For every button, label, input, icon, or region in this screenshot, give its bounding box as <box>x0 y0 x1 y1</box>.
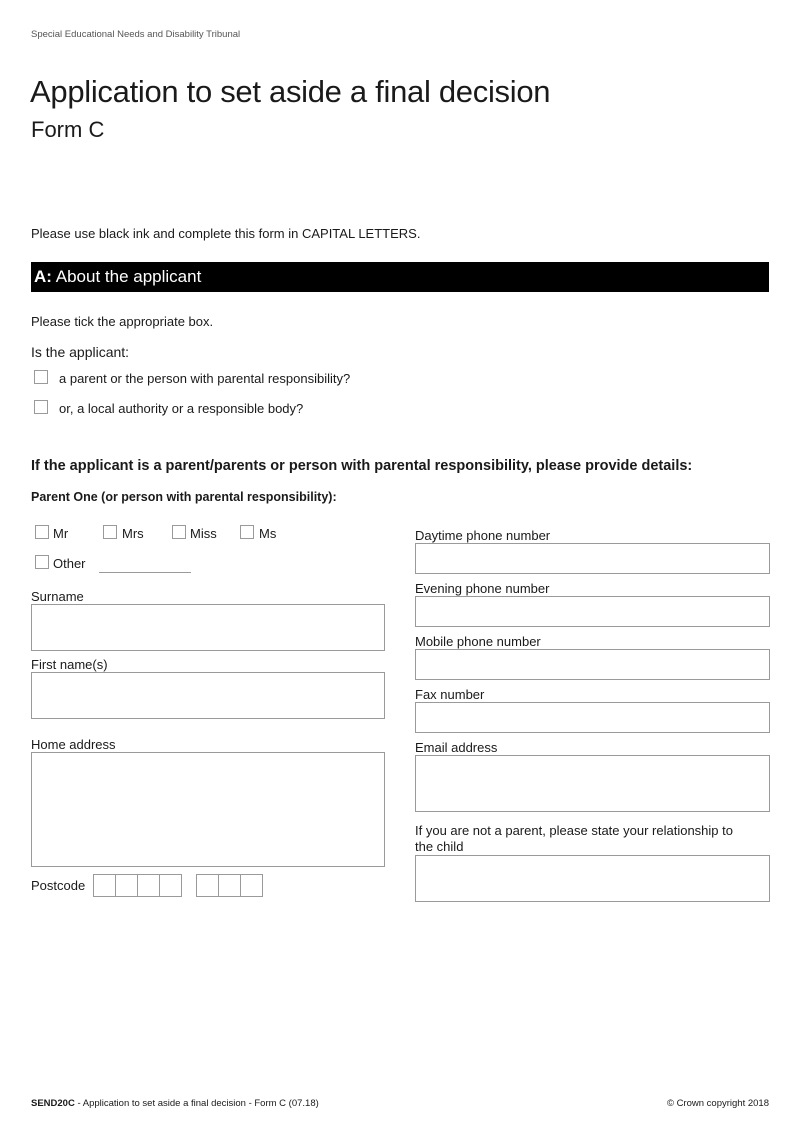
title-miss-checkbox[interactable] <box>172 525 186 539</box>
surname-label: Surname <box>31 589 84 604</box>
fax-input[interactable] <box>415 702 770 733</box>
relationship-input[interactable] <box>415 855 770 902</box>
postcode-cell[interactable] <box>218 874 241 897</box>
title-other-label: Other <box>53 556 86 571</box>
title-other-input[interactable] <box>99 556 191 573</box>
title-mr-label: Mr <box>53 526 69 541</box>
section-heading: About the applicant <box>55 267 202 286</box>
daytime-phone-input[interactable] <box>415 543 770 574</box>
surname-input[interactable] <box>31 604 385 651</box>
postcode-cell[interactable] <box>137 874 160 897</box>
local-authority-option-checkbox[interactable] <box>34 400 48 414</box>
title-miss-label: Miss <box>190 526 217 541</box>
mobile-phone-label: Mobile phone number <box>415 634 541 649</box>
title-mrs-checkbox[interactable] <box>103 525 117 539</box>
fax-label: Fax number <box>415 687 485 702</box>
first-name-label: First name(s) <box>31 657 108 672</box>
postcode-cell[interactable] <box>196 874 219 897</box>
email-input[interactable] <box>415 755 770 812</box>
title-other-checkbox[interactable] <box>35 555 49 569</box>
footer-copyright: © Crown copyright 2018 <box>666 1098 769 1109</box>
section-a-header <box>31 262 769 292</box>
home-address-input[interactable] <box>31 752 385 867</box>
local-authority-option-label: or, a local authority or a responsible body? <box>59 401 304 416</box>
evening-phone-label: Evening phone number <box>415 581 550 596</box>
footer-form-description: - Application to set aside a final decision - Form C (07.18) <box>74 1098 319 1109</box>
parent-option-checkbox[interactable] <box>34 370 48 384</box>
parent-one-heading: Parent One (or person with parental responsibility): <box>31 490 337 504</box>
form-instruction: Please use black ink and complete this form in CAPITAL LETTERS. <box>31 226 421 241</box>
title-ms-label: Ms <box>259 526 277 541</box>
postcode-cell[interactable] <box>93 874 116 897</box>
organisation-name: Special Educational Needs and Disability Tribunal <box>31 29 241 40</box>
form-title: Application to set aside a final decision <box>30 74 551 109</box>
title-mrs-label: Mrs <box>122 526 144 541</box>
first-name-input[interactable] <box>31 672 385 719</box>
email-label: Email address <box>415 740 498 755</box>
parent-option-label: a parent or the person with parental responsibility? <box>59 371 351 386</box>
daytime-phone-label: Daytime phone number <box>415 528 551 543</box>
tick-note: Please tick the appropriate box. <box>31 314 214 329</box>
form-subtitle: Form C <box>31 117 105 142</box>
details-heading: If the applicant is a parent/parents or person with parental responsibility, please provide details: <box>31 458 693 474</box>
postcode-cell[interactable] <box>240 874 263 897</box>
postcode-cell[interactable] <box>159 874 182 897</box>
footer-form-reference <box>31 1098 319 1109</box>
title-ms-checkbox[interactable] <box>240 525 254 539</box>
relationship-label: If you are not a parent, please state your relationship to the child <box>415 823 733 854</box>
title-mr-checkbox[interactable] <box>35 525 49 539</box>
postcode-second-half <box>196 874 263 897</box>
footer-form-code: SEND20C <box>31 1098 75 1109</box>
home-address-label: Home address <box>31 737 116 752</box>
evening-phone-input[interactable] <box>415 596 770 627</box>
section-letter: A: <box>34 267 52 286</box>
postcode-label: Postcode <box>31 878 86 893</box>
mobile-phone-input[interactable] <box>415 649 770 680</box>
applicant-question: Is the applicant: <box>31 344 130 360</box>
postcode-first-half <box>93 874 182 897</box>
postcode-cell[interactable] <box>115 874 138 897</box>
